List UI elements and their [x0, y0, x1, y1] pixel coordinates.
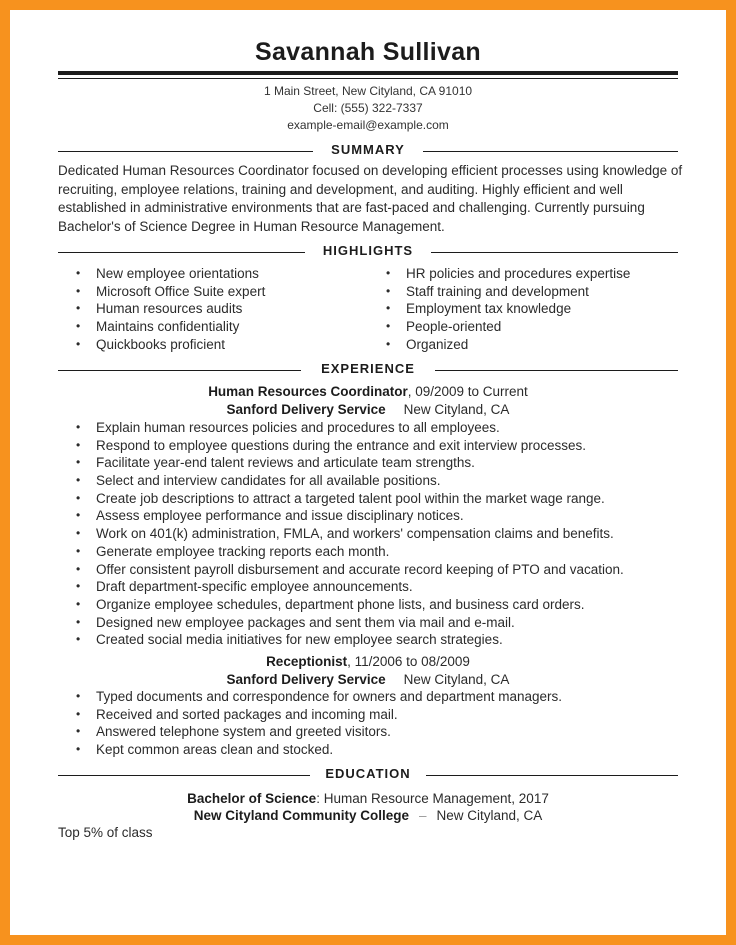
- bullet-icon: •: [76, 724, 81, 739]
- education-school: New Cityland Community College: [193, 808, 409, 823]
- bullet-icon: •: [76, 614, 81, 629]
- contact-phone: Cell: (555) 322-7337: [313, 101, 423, 115]
- header-rule-thick: [58, 71, 678, 75]
- list-item: • Draft department-specific employee announcements.: [76, 579, 413, 595]
- bullet-icon: •: [76, 561, 81, 576]
- bullet-icon: •: [386, 266, 391, 280]
- job-dates: , 09/2009 to Current: [407, 384, 528, 399]
- bullet-icon: •: [76, 742, 81, 757]
- list-item: • Select and interview candidates for all available positions.: [76, 473, 441, 489]
- job-2-duties: [76, 688, 563, 759]
- bullet-icon: •: [76, 526, 81, 541]
- bullet-icon: •: [76, 266, 81, 280]
- education-location: New Cityland, CA: [436, 808, 543, 823]
- list-item: • New employee orientations: [76, 266, 259, 281]
- job-company: Sanford Delivery Service: [226, 672, 386, 687]
- job-1-duties: [76, 419, 624, 649]
- education-school-line: [0, 807, 736, 825]
- education-field: : Human Resource Management, 2017: [316, 791, 549, 806]
- list-item: • Explain human resources policies and procedures to all employees.: [76, 420, 500, 435]
- bullet-icon: •: [76, 437, 81, 452]
- bullet-icon: •: [76, 579, 81, 594]
- list-item: • Generate employee tracking reports each month.: [76, 543, 390, 559]
- list-item: • Created social media initiatives for new employee search strategies.: [76, 632, 503, 648]
- job-company-line: [0, 401, 736, 419]
- list-item: • Create job descriptions to attract a targeted talent pool within the market wage range.: [76, 490, 605, 506]
- bullet-icon: •: [76, 301, 81, 316]
- bullet-icon: •: [76, 543, 81, 558]
- highlights-right-list: [386, 265, 631, 353]
- list-item: • Facilitate year-end talent reviews and articulate team strengths.: [76, 455, 475, 471]
- list-item: • Designed new employee packages and sent them via mail and e-mail.: [76, 614, 515, 630]
- bullet-icon: •: [76, 596, 81, 611]
- list-item: • HR policies and procedures expertise: [386, 266, 631, 281]
- section-title: EDUCATION: [325, 766, 411, 781]
- education-degree-line: [0, 790, 736, 808]
- list-item: • Kept common areas clean and stocked.: [76, 742, 334, 758]
- list-item: • People-oriented: [386, 319, 502, 335]
- section-title: EXPERIENCE: [321, 361, 415, 376]
- list-item: • Staff training and development: [386, 283, 589, 299]
- bullet-icon: •: [386, 301, 391, 316]
- bullet-icon: •: [76, 283, 81, 298]
- job-title: Receptionist: [266, 654, 348, 669]
- list-item: • Organize employee schedules, department phone lists, and business card orders.: [76, 596, 585, 612]
- section-title: HIGHLIGHTS: [322, 243, 414, 258]
- list-item: • Human resources audits: [76, 301, 243, 317]
- bullet-icon: •: [76, 508, 81, 523]
- list-item: • Respond to employee questions during the entrance and exit interview processes.: [76, 437, 587, 453]
- bullet-icon: •: [76, 455, 81, 470]
- job-dates: , 11/2006 to 08/2009: [347, 654, 470, 669]
- section-highlights-heading: [58, 243, 678, 261]
- bullet-icon: •: [76, 490, 81, 505]
- bullet-icon: •: [76, 632, 81, 647]
- bullet-icon: •: [76, 319, 81, 334]
- list-item: • Organized: [386, 336, 469, 352]
- job-title-line: [0, 383, 736, 401]
- job-title: Human Resources Coordinator: [208, 384, 408, 399]
- bullet-icon: •: [76, 473, 81, 488]
- section-experience-heading: [58, 361, 678, 379]
- job-location: New Cityland, CA: [403, 402, 510, 417]
- highlights-left-list: [76, 265, 266, 353]
- list-item: • Quickbooks proficient: [76, 336, 226, 352]
- section-education-heading: [58, 766, 678, 784]
- section-summary-heading: [58, 142, 678, 160]
- bullet-icon: •: [386, 319, 391, 334]
- education-degree: Bachelor of Science: [187, 791, 317, 806]
- education-separator: –: [418, 808, 427, 823]
- education-note: Top 5% of class: [58, 825, 153, 840]
- contact-address: 1 Main Street, New Cityland, CA 91010: [263, 84, 473, 98]
- header-rule-thin: [58, 78, 678, 79]
- bullet-icon: •: [76, 420, 81, 434]
- bullet-icon: •: [76, 706, 81, 721]
- list-item: • Answered telephone system and greeted visitors.: [76, 724, 391, 740]
- list-item: • Work on 401(k) administration, FMLA, and workers' compensation claims and benefits.: [76, 526, 614, 542]
- summary-text: Dedicated Human Resources Coordinator focused on developing efficient processes using knowledge of recruiting, employee relations, training and development, and auditing. Highly efficient and well established in administrative environments that are fast-paced and challenging. Currently pursuing Bachelor's of Science Degree in Human Resource Management.: [58, 163, 683, 234]
- list-item: • Maintains confidentiality: [76, 319, 240, 335]
- list-item: • Offer consistent payroll disbursement and accurate record keeping of PTO and vacation.: [76, 561, 624, 577]
- candidate-name: Savannah Sullivan: [254, 38, 481, 66]
- job-location: New Cityland, CA: [403, 672, 510, 687]
- job-title-line: [0, 653, 736, 671]
- section-title: SUMMARY: [331, 142, 405, 157]
- bullet-icon: •: [386, 336, 391, 351]
- list-item: • Employment tax knowledge: [386, 301, 572, 317]
- list-item: • Microsoft Office Suite expert: [76, 283, 266, 299]
- job-company: Sanford Delivery Service: [226, 402, 386, 417]
- bullet-icon: •: [386, 283, 391, 298]
- bullet-icon: •: [76, 336, 81, 351]
- list-item: • Typed documents and correspondence for owners and department managers.: [76, 689, 563, 704]
- list-item: • Assess employee performance and issue disciplinary notices.: [76, 508, 464, 524]
- list-item: • Received and sorted packages and incoming mail.: [76, 706, 398, 722]
- contact-email: example-email@example.com: [287, 118, 449, 132]
- job-company-line: [0, 671, 736, 689]
- bullet-icon: •: [76, 689, 81, 703]
